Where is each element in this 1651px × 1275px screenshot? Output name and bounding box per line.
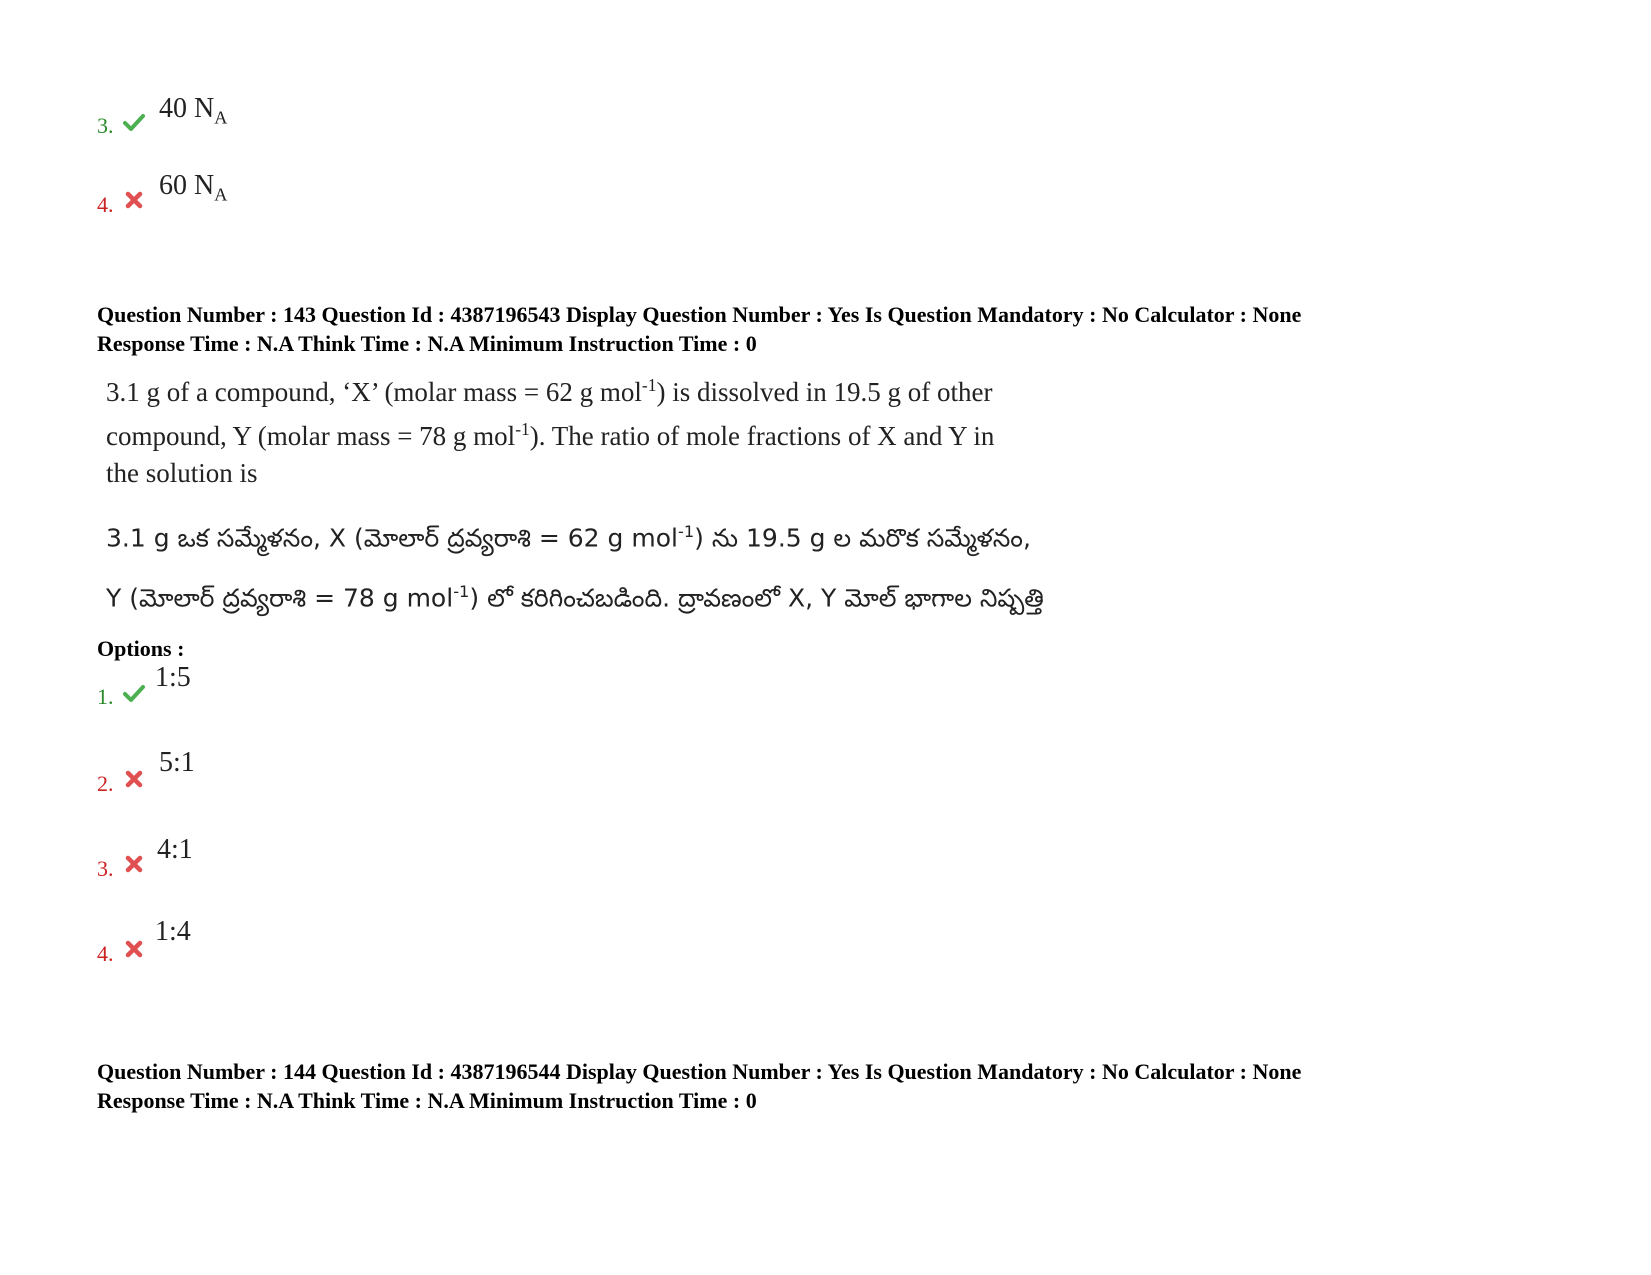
option-number: 4. [97,941,114,966]
option-value: 4:1 [157,834,193,865]
question-text-english: 3.1 g of a compound, ‘X’ (molar mass = 62 g mol$^{-1}$) is dissolved in 19.5 g of other compound, Y (molar mass = 78 g mol$^{-1}$). The ratio of mole fractions of X and Y in the solution is [106,375,995,488]
option-number: 3. [97,856,114,881]
option-value: 60 $N_A$ [159,170,228,205]
option-number: 4. [97,192,114,217]
question-meta: Question Number : 144 Question Id : 4387196544 Display Question Number : Yes Is Question Mandatory : No Calculator : None Response Time : N.A Think Time : N.A Minimum Instruction Time : 0 [97,1059,1302,1113]
check-icon [123,682,145,704]
cross-icon [123,768,145,790]
check-icon [123,111,145,133]
options-label: Options : [97,636,185,661]
question-meta: Question Number : 143 Question Id : 4387196543 Display Question Number : Yes Is Question Mandatory : No Calculator : None Response Time : N.A Think Time : N.A Minimum Instruction Time : 0 [97,302,1302,356]
cross-icon [123,189,145,211]
question-text-telugu-line1: 3.1 g ఒక సమ్మేళనం, X (మోలార్ ద్రవ్యరాశి = 62 g mol$^{-1}$) ను 19.5 g ల మరొక సమ్మేళనం, [106,522,1031,553]
cross-icon [123,853,145,875]
option-number: 2. [97,771,114,796]
option-number: 3. [97,113,114,138]
cross-icon [123,938,145,960]
question-text-telugu-line2: Y (మోలార్ ద్రవ్యరాశి = 78 g mol$^{-1}$) లో కరిగించబడింది. ద్రావణంలో X, Y మోల్ భాగాల నిష్పత్తి [106,582,1044,613]
option-value: 40 $N_A$ [159,93,228,128]
option-value: 1:4 [155,916,191,947]
option-value: 1:5 [155,662,191,693]
option-number: 1. [97,684,114,709]
option-value: 5:1 [159,747,195,778]
